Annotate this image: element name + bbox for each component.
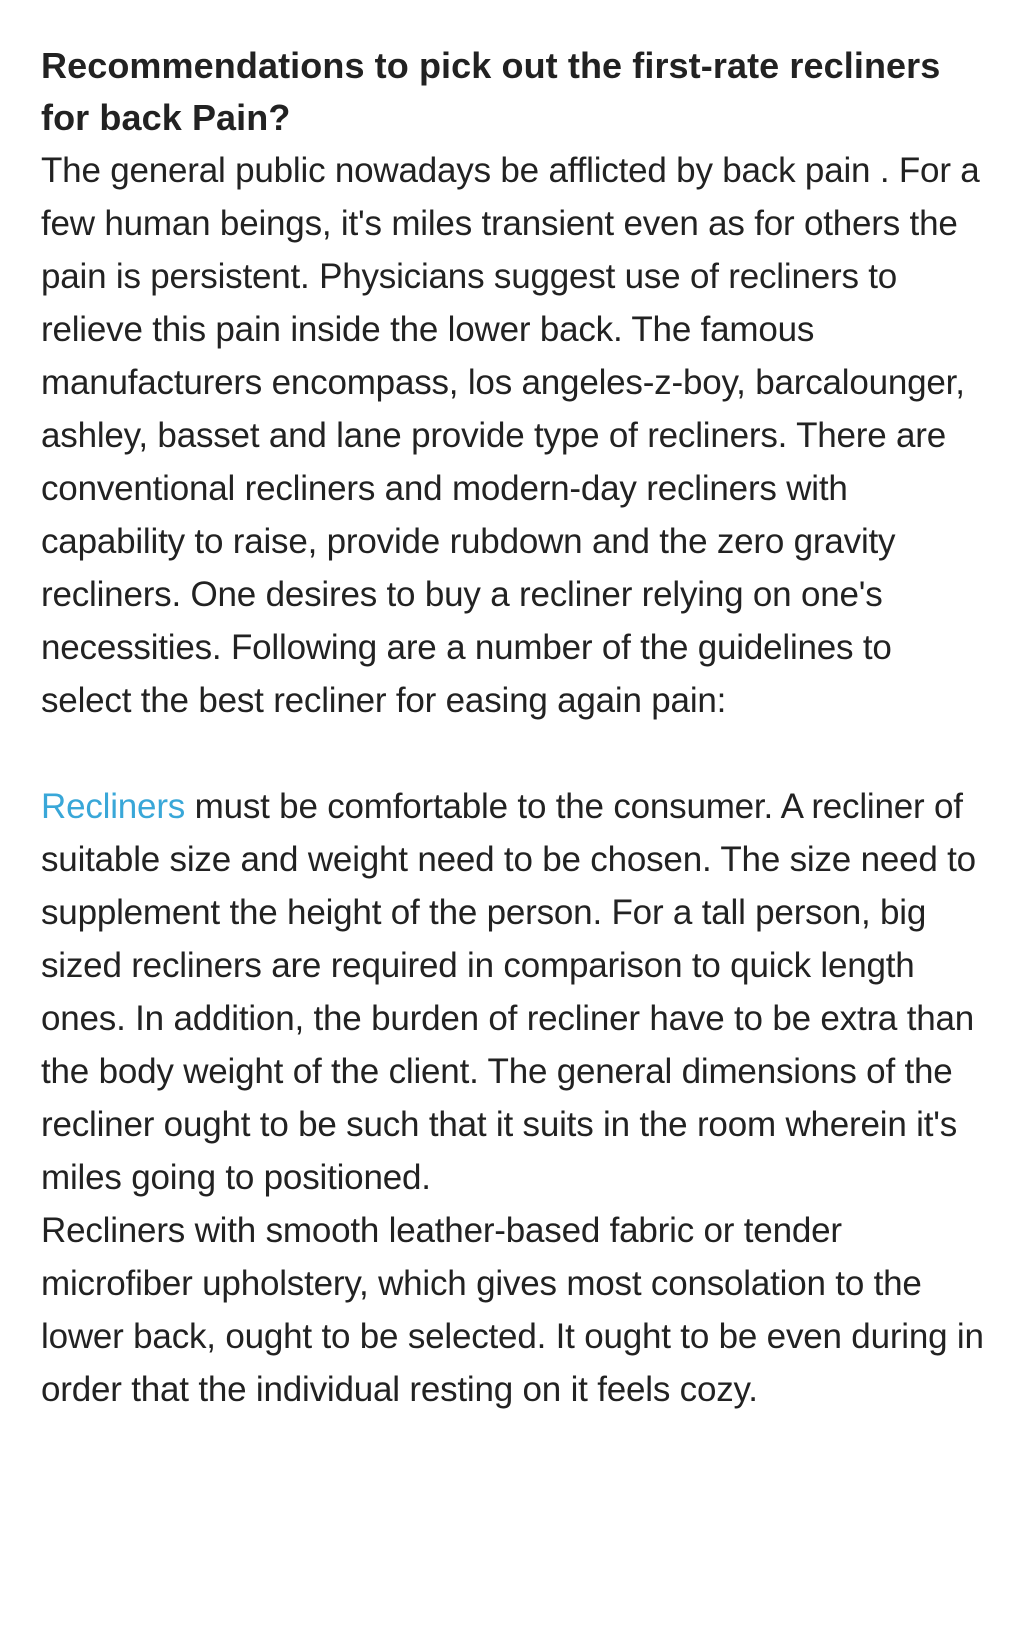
article-title: Recommendations to pick out the first-rate recliners for back Pain? [41, 45, 941, 138]
intro-paragraph: The general public nowadays be afflicted by back pain . For a few human beings, it's miles transient even as for others the pain is persistent. Physicians suggest use of recliners to relieve this pain inside the lower back. The famous manufacturers encompass, los angeles-z-boy, barcalounger, ashley, basset and lane provide type of recliners. There are conventional recliners and modern-day recliners with capability to raise, provide rubdown and the zero gravity recliners. One desires to buy a recliner relying on one's necessities. Following are a number of the guidelines to select the best recliner for easing again pain: [41, 151, 980, 720]
recliners-link[interactable]: Recliners [41, 787, 186, 826]
paragraph-spacer [41, 727, 984, 780]
size-paragraph-text: must be comfortable to the consumer. A recliner of suitable size and weight need to be chosen. The size need to supplement the height of the person. For a tall person, big sized recliners are required in comparison to quick length ones. In addition, the burden of recliner have to be extra than the body weight of the client. The general dimensions of the recliner ought to be such that it suits in the room wherein it's miles going to positioned. [41, 787, 976, 1197]
upholstery-paragraph: Recliners with smooth leather-based fabric or tender microfiber upholstery, which gives most consolation to the lower back, ought to be selected. It ought to be even during in order that the individual resting on it feels cozy. [41, 1211, 984, 1409]
size-paragraph [41, 780, 984, 1204]
